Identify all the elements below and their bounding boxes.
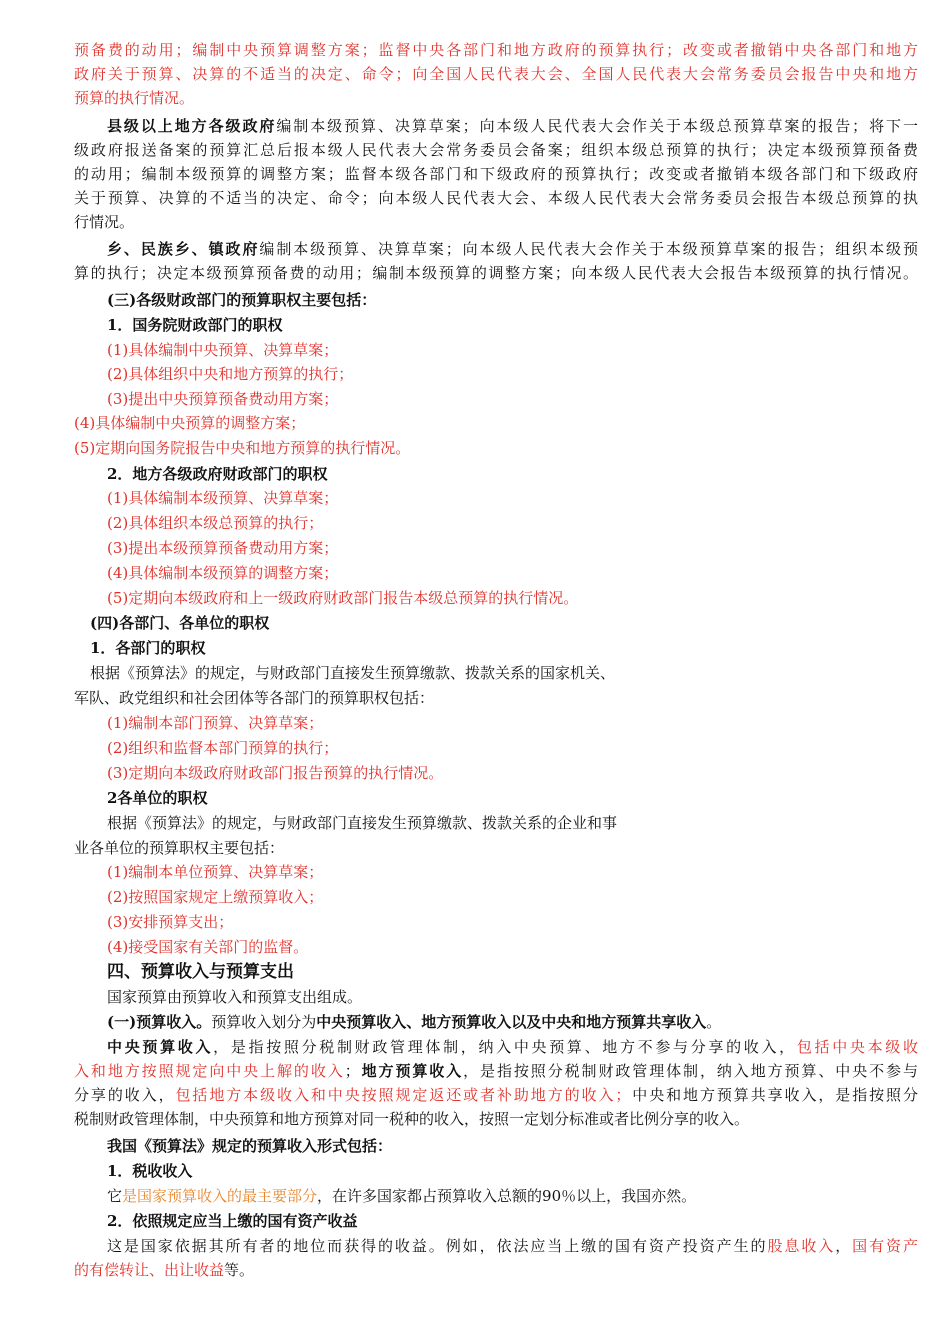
text-run: (3)提出本级预算预备费动用方案； xyxy=(107,539,339,557)
text-run: 行情况。 xyxy=(74,213,135,231)
text-run: 中央预算收入、地方预算收入以及中央和地方预算共享收入 xyxy=(316,1013,707,1031)
text-run: (3)安排预算支出； xyxy=(107,913,234,931)
text-run: 根据《预算法》的规定，与财政部门直接发生预算缴款、拨款关系的国家机关、 xyxy=(90,664,616,682)
text-run: (2)具体组织本级总预算的执行； xyxy=(107,514,324,532)
list-item xyxy=(107,910,233,934)
text-run: ， xyxy=(835,1237,853,1255)
text-line xyxy=(74,1059,918,1083)
text-run: 中央预算收入 xyxy=(107,1038,214,1056)
text-run: ，是指按照分税制财政管理体制，纳入地方预算、中央不参与 xyxy=(463,1062,918,1080)
text-run: 县级以上地方各级政府 xyxy=(107,117,277,135)
section-heading xyxy=(90,611,269,635)
section-heading xyxy=(107,288,376,312)
list-item xyxy=(107,736,338,760)
subsection-heading xyxy=(107,313,282,337)
text-run: 等。 xyxy=(224,1261,255,1279)
text-run: (1)编制本部门预算、决算草案； xyxy=(107,714,324,732)
text-run: 包括中央本级收 xyxy=(796,1038,918,1056)
chapter-heading xyxy=(107,960,294,984)
text-run: 税制财政管理体制，中央预算和地方预算对同一税种的收入，按照一定划分标准或者比例分享的收入。 xyxy=(74,1110,750,1128)
list-item xyxy=(107,536,338,560)
text-line xyxy=(74,138,918,162)
list-item xyxy=(107,935,308,959)
text-run: ； xyxy=(344,1062,360,1080)
text-run: (三)各级财政部门的预算职权主要包括： xyxy=(107,291,377,309)
list-item xyxy=(107,711,323,735)
list-item xyxy=(74,411,305,435)
text-line xyxy=(107,985,362,1009)
text-run: 2．地方各级政府财政部门的职权 xyxy=(107,465,328,483)
text-run: (5)定期向国务院报告中央和地方预算的执行情况。 xyxy=(74,439,411,457)
text-line xyxy=(74,1083,918,1107)
text-line xyxy=(74,62,918,86)
text-run: 编制本级预算、决算草案；向本级人民代表大会作关于本级预算草案的报告；组织本级预 xyxy=(259,240,918,258)
text-run: (一)预算收入。 xyxy=(107,1013,212,1031)
text-run: ，在许多国家都占预算收入总额的90％以上，我国亦然。 xyxy=(317,1187,697,1205)
text-line xyxy=(90,661,615,685)
text-run: 乡、民族乡、镇政府 xyxy=(107,240,260,258)
list-item xyxy=(107,486,338,510)
list-item xyxy=(107,885,323,909)
text-run: 的动用；编制本级预算的调整方案；监督本级各部门和下级政府的预算执行；改变或者撤销本级各部门和下级政府 xyxy=(74,165,918,183)
text-run: 关于预算、决算的不适当的决定、命令；向本级人民代表大会、本级人民代表大会常务委员会报告本级总预算的执 xyxy=(74,189,918,207)
section-heading xyxy=(107,1134,392,1158)
text-line xyxy=(74,210,134,234)
text-run: 这是国家依据其所有者的地位而获得的收益。例如，依法应当上缴的国有资产投资产生的 xyxy=(107,1237,768,1255)
text-line xyxy=(107,114,918,138)
text-run: (1)编制本单位预算、决算草案； xyxy=(107,863,324,881)
text-line xyxy=(107,1184,696,1208)
text-run: 地方预算收入 xyxy=(359,1062,464,1080)
text-run: (3)提出中央预算预备费动用方案； xyxy=(107,390,339,408)
text-line xyxy=(107,1010,721,1034)
list-item xyxy=(107,387,338,411)
text-run: 是国家预算收入的最主要部分 xyxy=(122,1187,318,1205)
text-run: 2．依照规定应当上缴的国有资产收益 xyxy=(107,1212,358,1230)
text-run: 四、预算收入与预算支出 xyxy=(107,962,294,982)
list-item xyxy=(107,586,578,610)
subsection-heading xyxy=(107,462,327,486)
text-run: 1．各部门的职权 xyxy=(90,639,206,657)
text-line xyxy=(74,1107,749,1131)
text-run: 国家预算由预算收入和预算支出组成。 xyxy=(107,988,363,1006)
text-line xyxy=(107,1234,918,1258)
text-run: ，是指按照分税制财政管理体制，纳入中央预算、地方不参与分享的收入， xyxy=(213,1038,797,1056)
text-run: 预备费的动用；编制中央预算调整方案；监督中央各部门和地方政府的预算执行；改变或者撤销中央各部门和地方 xyxy=(74,41,918,59)
text-line xyxy=(74,686,434,710)
text-run: 国有资产 xyxy=(852,1237,918,1255)
text-run: 预算收入划分为 xyxy=(211,1013,317,1031)
subsection-heading xyxy=(107,1209,357,1233)
text-line xyxy=(74,38,918,62)
text-line xyxy=(74,261,918,285)
text-run: 1．国务院财政部门的职权 xyxy=(107,316,283,334)
text-run: (4)接受国家有关部门的监督。 xyxy=(107,938,309,956)
text-run: 预算的执行情况。 xyxy=(74,89,195,107)
text-run: 根据《预算法》的规定，与财政部门直接发生预算缴款、拨款关系的企业和事 xyxy=(107,814,618,832)
text-line xyxy=(74,186,918,210)
text-run: 编制本级预算、决算草案；向本级人民代表大会作关于本级总预算草案的报告；将下一 xyxy=(276,117,918,135)
text-run: 2各单位的职权 xyxy=(107,789,208,807)
text-line xyxy=(74,86,194,110)
text-run: 中央和地方预算共享收入，是指按照分 xyxy=(630,1086,918,1104)
list-item xyxy=(107,511,323,535)
text-run: 业各单位的预算职权主要包括： xyxy=(74,839,285,857)
list-item xyxy=(107,761,443,785)
text-run: 我国《预算法》规定的预算收入形式包括： xyxy=(107,1137,393,1155)
text-run: (3)定期向本级政府财政部门报告预算的执行情况。 xyxy=(107,764,444,782)
text-run: 入和地方按照规定向中央上解的收入 xyxy=(74,1062,345,1080)
text-run: 股息收入 xyxy=(767,1237,836,1255)
text-line xyxy=(74,1258,254,1282)
list-item xyxy=(74,436,410,460)
text-line xyxy=(74,836,284,860)
text-run: 军队、政党组织和社会团体等各部门的预算职权包括： xyxy=(74,689,435,707)
text-run: 分享的收入， xyxy=(74,1086,176,1104)
text-run: 级政府报送备案的预算汇总后报本级人民代表大会常务委员会备案；组织本级总预算的执行；决定本级预算预备费 xyxy=(74,141,918,159)
text-run: 。 xyxy=(706,1013,722,1031)
list-item xyxy=(107,561,338,585)
subsection-heading xyxy=(107,1159,192,1183)
text-run: 政府关于预算、决算的不适当的决定、命令；向全国人民代表大会、全国人民代表大会常务委员会报告中央和地方 xyxy=(74,65,918,83)
text-line xyxy=(107,237,918,261)
subsection-heading xyxy=(90,636,205,660)
text-run: (2)按照国家规定上缴预算收入； xyxy=(107,888,324,906)
text-run: 的有偿转让、出让收益 xyxy=(74,1261,225,1279)
text-run: (1)具体编制中央预算、决算草案； xyxy=(107,341,339,359)
text-run: 算的执行；决定本级预算预备费的动用；编制本级预算的调整方案；向本级人民代表大会报告本级预算的执行情况。 xyxy=(74,264,918,282)
text-line xyxy=(107,1035,918,1059)
list-item xyxy=(107,338,338,362)
text-run: (2)组织和监督本部门预算的执行； xyxy=(107,739,339,757)
list-item xyxy=(107,362,353,386)
text-run: (4)具体编制中央预算的调整方案； xyxy=(74,414,306,432)
list-item xyxy=(107,860,323,884)
text-run: (2)具体组织中央和地方预算的执行； xyxy=(107,365,354,383)
text-run: (四)各部门、各单位的职权 xyxy=(90,614,270,632)
text-run: (5)定期向本级政府和上一级政府财政部门报告本级总预算的执行情况。 xyxy=(107,589,579,607)
text-run: 1．税收收入 xyxy=(107,1162,193,1180)
subsection-heading xyxy=(107,786,207,810)
text-run: (4)具体编制本级预算的调整方案； xyxy=(107,564,339,582)
text-run: (1)具体编制本级预算、决算草案； xyxy=(107,489,339,507)
text-line xyxy=(107,811,617,835)
text-run: 包括地方本级收入和中央按照规定返还或者补助地方的收入； xyxy=(175,1086,631,1104)
text-run: 它 xyxy=(107,1187,123,1205)
text-line xyxy=(74,162,918,186)
